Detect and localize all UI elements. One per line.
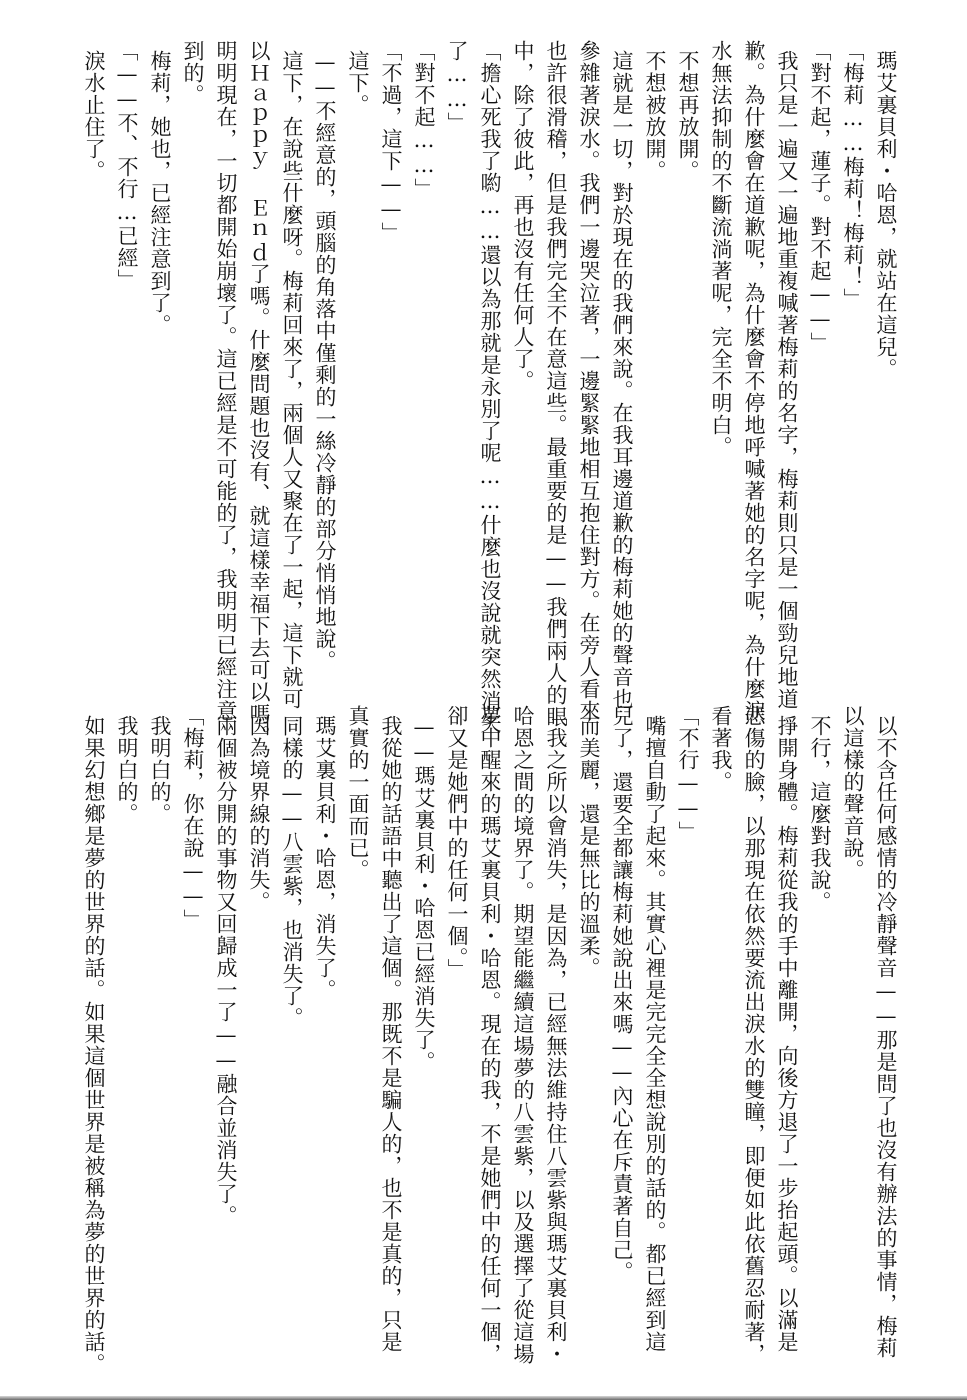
top-text-column: 這下。 [346, 50, 370, 116]
bottom-text-column: 我明白的。 [148, 715, 172, 825]
bottom-text-column: 「不行——」 [676, 705, 700, 843]
top-text-column: 「對不起……」 [412, 40, 436, 200]
bottom-text-column: 我從她的話語中聽出了這個。那既不是騙人的，也不是真的，只是 [379, 715, 403, 1353]
bottom-text-column: 因為境界線的消失。 [247, 715, 271, 913]
top-text-column: 「擔心死我了喲……還以為那就是永別了呢……什麼也沒說就突然消失 [478, 40, 502, 734]
page-bottom-edge [0, 1396, 967, 1400]
bottom-text-column: 「我之所以會消失，是因為，已經無法維持住八雲紫與瑪艾裏貝利・ [544, 705, 568, 1365]
bottom-text-column: 不行，這麼對我說。 [808, 715, 832, 913]
top-text-column: 瑪艾裏貝利・哈恩，就站在這兒。 [874, 50, 898, 380]
bottom-text-column: 嘴擅自動了起來。其實心裡是完完全全想說別的話的。都已經到這 [643, 715, 667, 1353]
bottom-text-column: 同樣的——八雲紫，也消失了。 [280, 715, 304, 1029]
top-text-column: 以Ｈａｐｐｙ Ｅｎｄ了嗎。什麼問題也沒有、就這樣幸福下去可以嗎。 [247, 40, 271, 747]
bottom-text-column: 我明白的。 [115, 715, 139, 825]
bottom-text-column: 夢中醒來的瑪艾裏貝利・哈恩。現在的我，不是她們中的任何一個， [478, 705, 502, 1365]
top-text-column: 「梅莉……梅莉！梅莉！」 [841, 40, 865, 310]
top-text-column: 水無法抑制的不斷流淌著呢，完全不明白。 [709, 40, 733, 458]
top-text-column: 「不過，這下——」 [379, 40, 403, 244]
bottom-text-column: 以不含任何感情的冷靜聲音——那是問了也沒有辦法的事情，梅莉 [874, 715, 898, 1359]
bottom-text-column: 卻又是她們中的任何一個。」 [445, 705, 469, 981]
top-text-column: 參雜著淚水。我們一邊哭泣著，一邊緊緊地相互抱住對方。在旁人看來 [577, 40, 601, 722]
top-text-column: ——不經意的，頭腦的角落中僅剩的一絲冷靜的部分悄悄地說。 [313, 50, 337, 672]
top-text-column: 淚水止住了。 [82, 50, 106, 182]
top-text-column: 明明現在，一切都開始崩壞了。這已經是不可能的了，我明明已經注意 [214, 40, 238, 722]
top-text-column: 這就是一切，對於現在的我們來說。在我耳邊道歉的梅莉她的聲音也 [610, 50, 634, 710]
top-text-column: 「對不起，蓮子。對不起——」 [808, 40, 832, 354]
top-text-column: 這下，在說些什麼呀。梅莉回來了，兩個人又聚在了一起，這下就可 [280, 50, 304, 710]
top-text-column: 歉。為什麼會在道歉呢，為什麼會不停地呼喊著她的名字呢，為什麼淚 [742, 40, 766, 722]
top-text-column: 了……」 [445, 40, 469, 134]
top-text-column: 不想被放開。 [643, 50, 667, 182]
bottom-text-column: 兒了，還要全都讓梅莉她說出來嗎——內心在斥責著自己。 [610, 705, 634, 1283]
bottom-text-column: 瑪艾裏貝利・哈恩，消失了。 [313, 715, 337, 1001]
bottom-text-column: 「梅莉，你在說——」 [181, 705, 205, 931]
top-text-column: 不想再放開。 [676, 50, 700, 182]
bottom-text-column: 看著我。 [709, 705, 733, 793]
bottom-text-column: 以這樣的聲音說。 [841, 705, 865, 881]
bottom-text-column: 真實的一面而已。 [346, 705, 370, 881]
bottom-text-column: 而美麗，還是無比的溫柔。 [577, 715, 601, 979]
bottom-text-column: ——瑪艾裏貝利・哈恩已經消失了。 [412, 715, 436, 1073]
top-text-column: 「——不、不行…已經」 [115, 40, 139, 291]
top-text-column: 梅莉，她也，已經注意到了。 [148, 50, 172, 336]
bottom-text-column: 哈恩之間的境界了。期望能繼續這場夢的八雲紫，以及選擇了從這場 [511, 705, 535, 1365]
bottom-text-column: 兩個被分開的事物又回歸成一了——融合並消失了。 [214, 715, 238, 1227]
bottom-text-column: 掙開身體。梅莉從我的手中離開，向後方退了一步抬起頭。以滿是 [775, 715, 799, 1353]
bottom-text-column: 悲傷的臉，以那現在依然要流出淚水的雙瞳，即便如此依舊忍耐著， [742, 705, 766, 1365]
top-text-column: 到的。 [181, 40, 205, 106]
top-text-column: 中，除了彼此，再也沒有任何人了。 [511, 40, 535, 392]
top-text-column: 我只是一遍又一遍地重複喊著梅莉的名字，梅莉則只是一個勁兒地道 [775, 50, 799, 710]
top-text-column: 也許很滑稽，但是我們完全不在意這些。最重要的是——我們兩人的眼 [544, 40, 568, 728]
bottom-text-column: 如果幻想鄉是夢的世界的話。如果這個世界是被稱為夢的世界的話。 [82, 715, 106, 1375]
